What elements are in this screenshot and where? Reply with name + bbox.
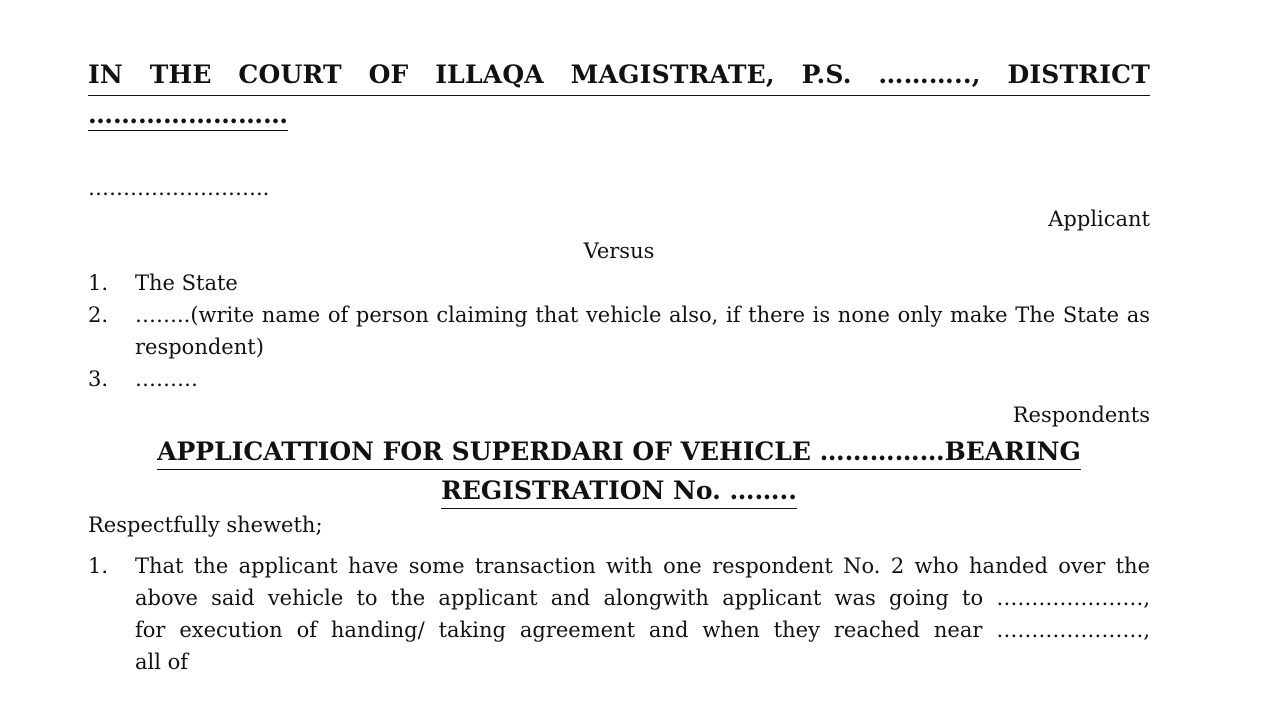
respondent-item: ……… bbox=[135, 367, 198, 391]
applicant-name-blank: …………………….. bbox=[88, 176, 270, 200]
paragraph-line: That the applicant have some transaction with one respondent No. 2 who handed over the bbox=[135, 554, 1150, 578]
heading-underline bbox=[88, 95, 1150, 96]
applicant-label: Applicant bbox=[1048, 207, 1150, 231]
heading-word: COURT bbox=[238, 60, 342, 89]
heading-word: P.S. bbox=[801, 60, 852, 89]
heading-word: IN bbox=[88, 60, 123, 89]
salutation: Respectfully sheweth; bbox=[88, 513, 323, 537]
list-number: 2. bbox=[88, 303, 109, 327]
heading-word: OF bbox=[368, 60, 409, 89]
versus-label: Versus bbox=[583, 239, 655, 263]
heading-word: DISTRICT bbox=[1007, 60, 1151, 89]
application-title-line1 bbox=[88, 434, 1150, 470]
respondent-item-continued: respondent) bbox=[135, 335, 264, 359]
paragraph-line: for execution of handing/ taking agreement and when they reached near …………………, bbox=[135, 618, 1150, 642]
application-title-line2 bbox=[88, 473, 1150, 509]
application-title-text: APPLICATTION FOR SUPERDARI OF VEHICLE ……………BEARING bbox=[157, 437, 1081, 470]
heading-word: THE bbox=[149, 60, 212, 89]
heading-word: ILLAQA bbox=[435, 60, 544, 89]
paragraph-line: all of bbox=[135, 650, 189, 674]
court-heading-district-blank: …………………… bbox=[88, 100, 288, 129]
court-heading bbox=[88, 58, 1150, 92]
heading-word: MAGISTRATE, bbox=[570, 60, 775, 89]
respondents-label: Respondents bbox=[1012, 403, 1150, 427]
paragraph-number: 1. bbox=[88, 554, 109, 578]
list-number: 1. bbox=[88, 271, 109, 295]
paragraph-line: above said vehicle to the applicant and alongwith applicant was going to …………………, bbox=[135, 586, 1150, 610]
application-title-text: REGISTRATION No. …….. bbox=[441, 476, 797, 509]
respondent-item: ……..(write name of person claiming that vehicle also, if there is none only make The State as bbox=[135, 303, 1150, 327]
heading-word: ……….., bbox=[878, 60, 981, 89]
respondent-item: The State bbox=[135, 271, 238, 295]
list-number: 3. bbox=[88, 367, 109, 391]
